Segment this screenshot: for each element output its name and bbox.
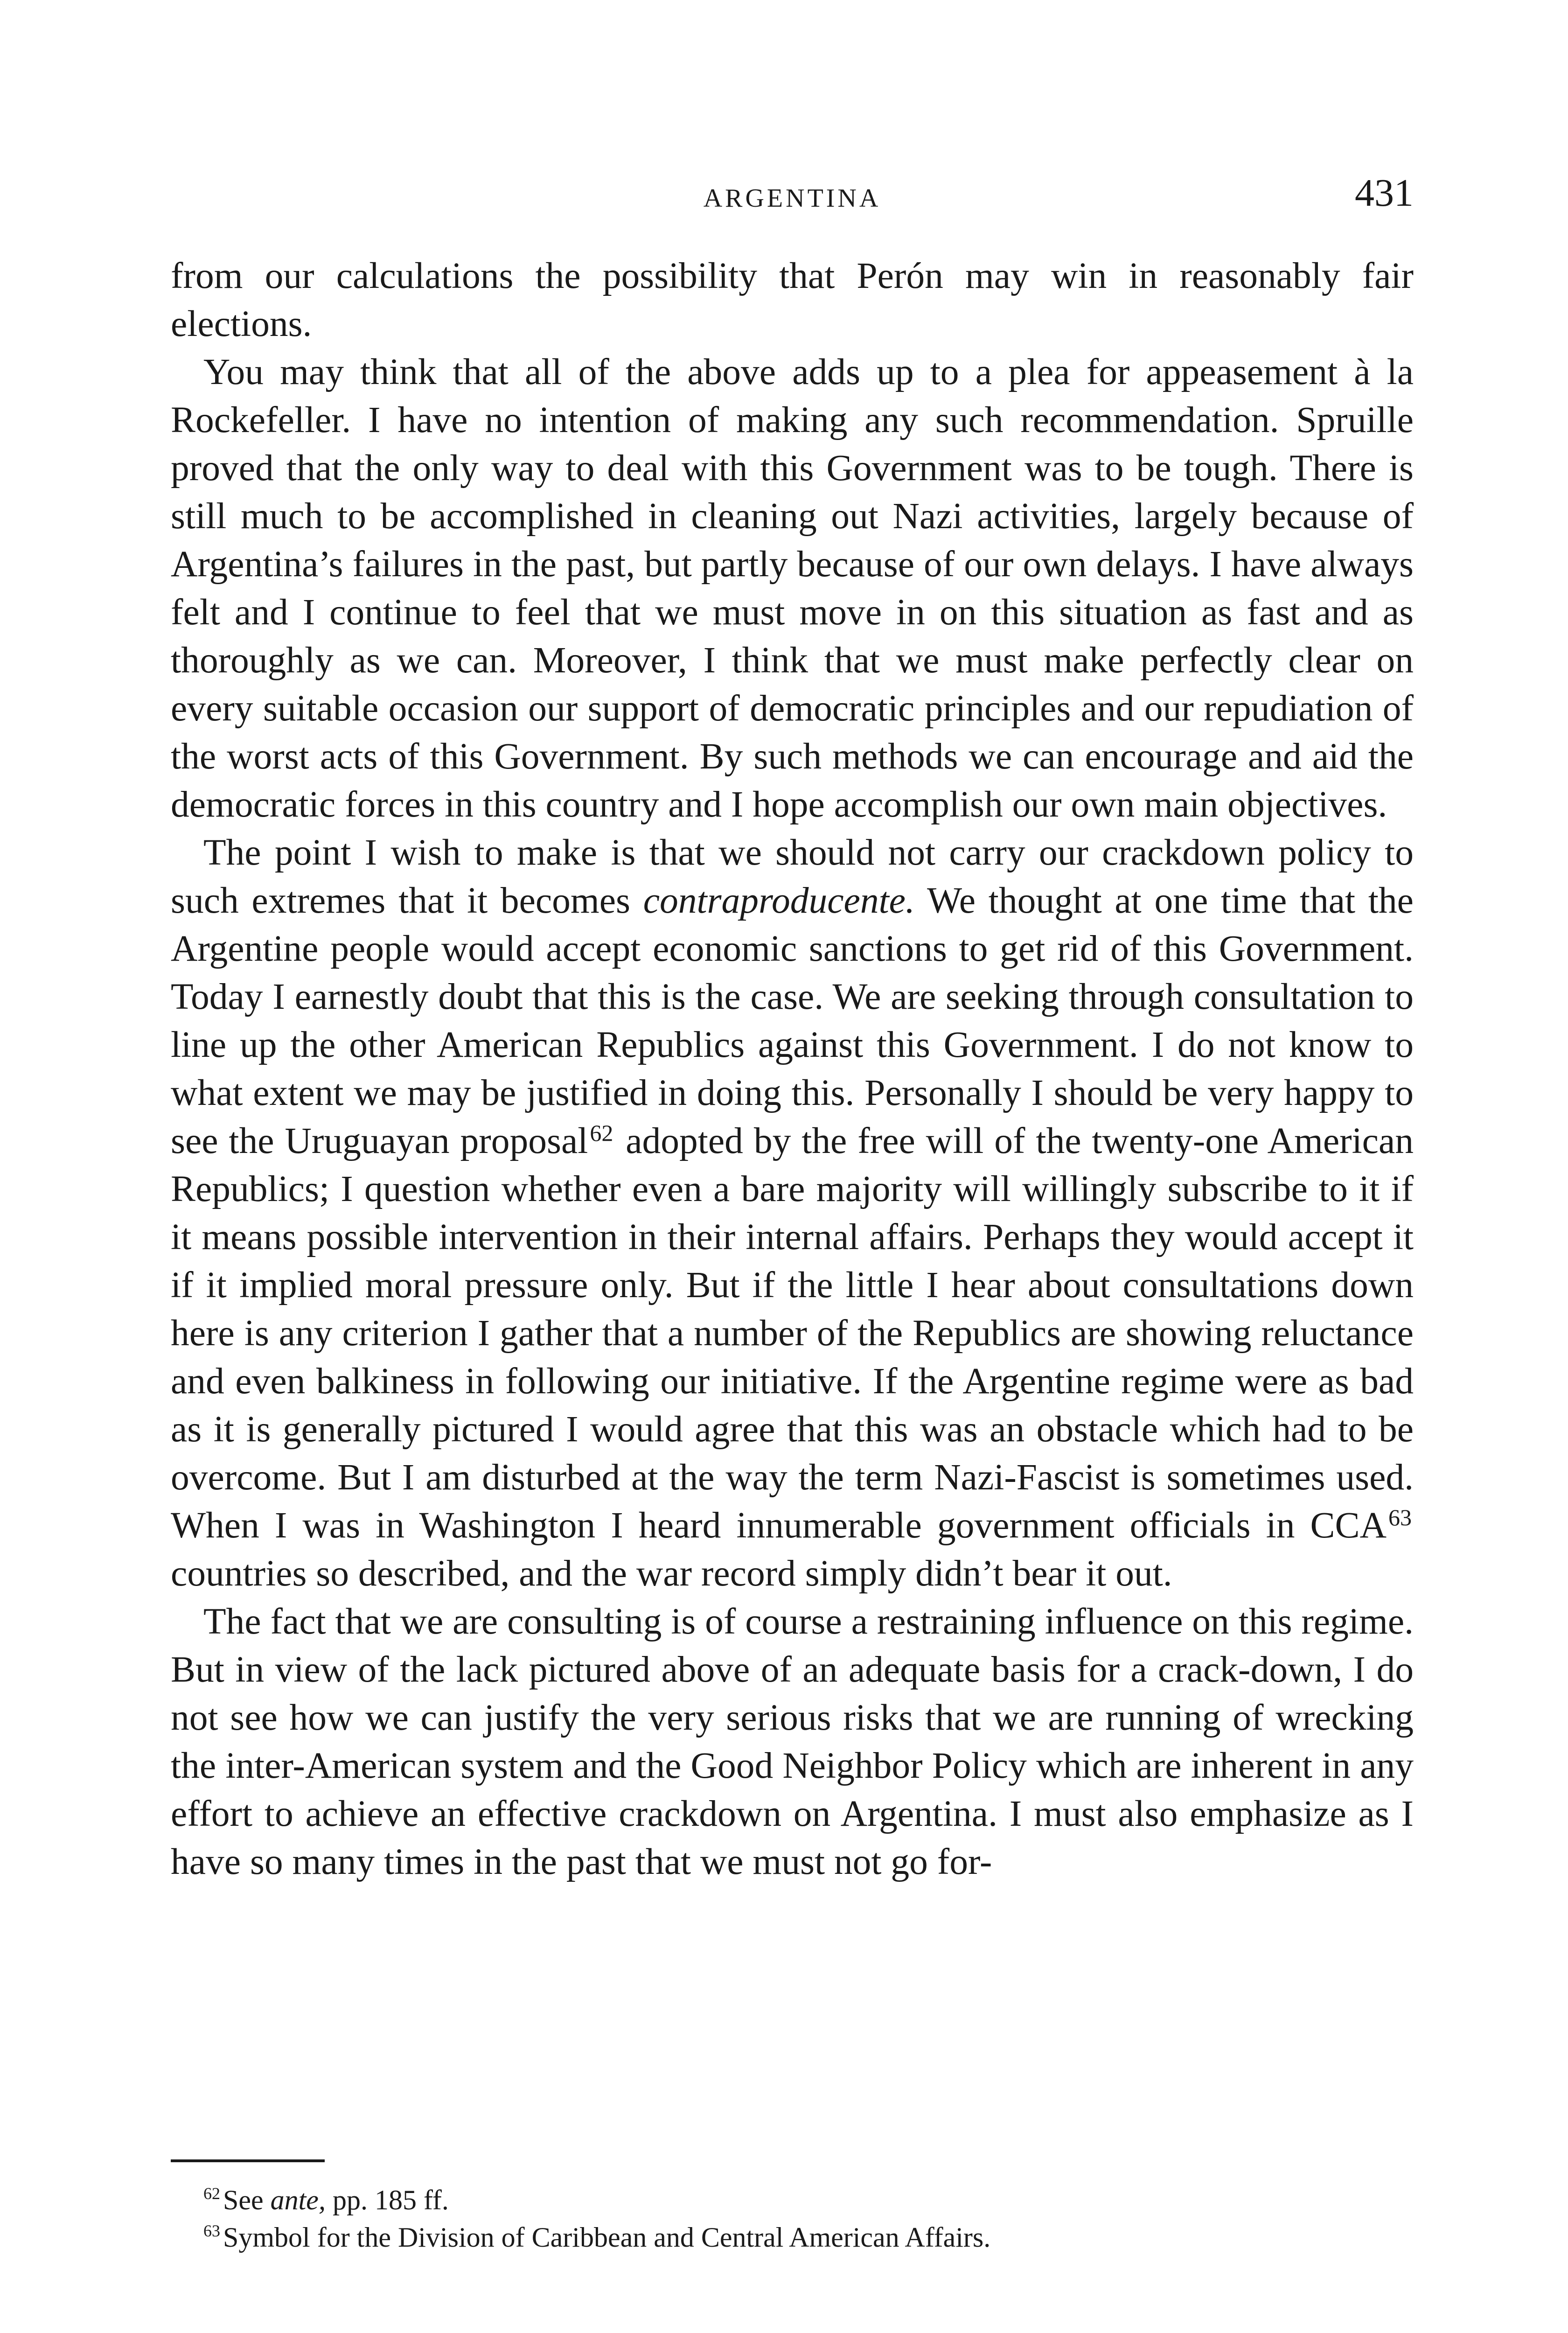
paragraph-3-text-b: We thought at one time that the Argentine people would accept economic sanctions to get rid of this Government. Today I earnestly doubt that this is the case. We are seeking through consultation to line up the other American Republics against this Government. I do not know to what extent we may be justified in doing this. Personally I should be very happy to see the Uruguayan proposal bbox=[171, 880, 1414, 1161]
footnote-marker: 62 bbox=[203, 2184, 220, 2203]
footnote-text: Symbol for the Division of Caribbean and Central American Affairs. bbox=[223, 2222, 991, 2253]
footnote-marker: 63 bbox=[203, 2221, 220, 2240]
footnote-62 bbox=[203, 2181, 1414, 2219]
footnote-reference-63[interactable]: 63 bbox=[1388, 1504, 1412, 1530]
running-head bbox=[171, 170, 1414, 222]
paragraph-3 bbox=[171, 829, 1414, 1598]
footnote-reference-62[interactable]: 62 bbox=[590, 1120, 613, 1146]
paragraph-3-text-d: countries so described, and the war record simply didn’t bear it out. bbox=[171, 1553, 1172, 1594]
paragraph-4: The fact that we are consulting is of course a restraining influence on this regime. But in view of the lack pictured above of an adequate basis for a crack-down, I do not see how we can justify the very serious risks that we are running of wrecking the inter-American system and the Good Neighbor Policy which are inherent in any effort to achieve an effective crackdown on Argentina. I must also emphasize as I have so many times in the past that we must not go for- bbox=[171, 1601, 1414, 1882]
paragraph-2: You may think that all of the above adds up to a plea for appeasement à la Rockefeller. I have no intention of making any such recommendation. Spruille proved that the only way to deal with this Government was to be tough. There is still much to be accomplished in cleaning out Nazi activities, largely because of Argentina’s failures in the past, but partly because of our own delays. I have always felt and I continue to feel that we must move in on this situation as fast and as thoroughly as we can. Moreover, I think that we must make perfectly clear on every suitable occasion our support of democratic principles and our repudiation of the worst acts of this Government. By such methods we can encourage and aid the democratic forces in this country and I hope accomplish our own main objectives. bbox=[171, 351, 1414, 825]
footnote-divider bbox=[171, 2159, 325, 2162]
paragraph-3-text-a: The point I wish to make is that we should not carry our crackdown policy to such extremes that it becomes bbox=[171, 832, 1414, 921]
paragraph-3-text-c: adopted by the free will of the twenty-one American Republics; I question whether even a bare majority will willingly subscribe to it if it means possible intervention in their internal affairs. Perhaps they would accept it if it implied moral pressure only. But if the little I hear about consultations down here is any criterion I gather that a number of the Republics are showing reluctance and even balkiness in following our initiative. If the Argentine regime were as bad as it is generally pictured I would agree that this was an obstacle which had to be overcome. But I am disturbed at the way the term Nazi-Fascist is sometimes used. When I was in Washington I heard innumerable government officials in CCA bbox=[171, 1120, 1414, 1546]
running-title: ARGENTINA bbox=[703, 184, 881, 213]
footnotes bbox=[203, 2181, 1414, 2256]
footnote-text-b: pp. 185 ff. bbox=[332, 2185, 449, 2215]
footnote-italic: ante, bbox=[270, 2185, 326, 2215]
body-text bbox=[171, 252, 1414, 1886]
italic-term: contraproducente. bbox=[643, 880, 915, 921]
footnote-63 bbox=[203, 2219, 1414, 2256]
paragraph-1: from our calculations the possibility that Perón may win in reasonably fair elections. bbox=[171, 255, 1414, 344]
footnote-text-a: See bbox=[223, 2185, 264, 2215]
page-number: 431 bbox=[1355, 171, 1414, 215]
